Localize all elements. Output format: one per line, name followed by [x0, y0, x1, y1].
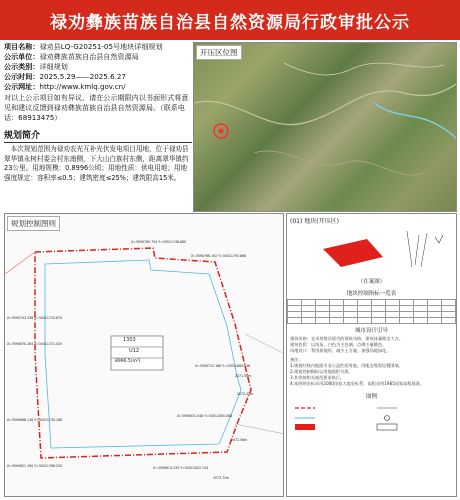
coord-label: X=3590743.338 Y=34511720.870	[7, 316, 63, 320]
satellite-image	[194, 43, 457, 212]
summary-heading: 规划简介	[4, 128, 192, 143]
elevation-label: 2071.50m	[235, 374, 252, 378]
legend-box-symbol	[377, 424, 397, 430]
guide-line: 建筑风格：宜采用简洁现代的建筑风格，建筑体量简洁大方。	[290, 336, 404, 341]
site-marker	[219, 129, 224, 134]
legend-title: 图例	[365, 394, 377, 400]
coord-label: X=3590712.188 Y=34511869.046	[195, 364, 251, 368]
site-location-map	[193, 42, 457, 212]
note-line: 4.本图则坐标采用2000国家大地坐标系，高程采用1985国家高程基准。	[290, 381, 425, 386]
elevation-label: 2073.72m	[213, 476, 230, 480]
info-notice: 对以上公示项目如有异议，请在公示期限内以书面形式将意见和建议反馈到禄劝彝族苗族自治县自然资源局。（联系电话：68913475）	[4, 93, 189, 122]
guide-line: 场地设计：利用原地形，减少土方量，加强场地绿化。	[290, 348, 391, 353]
coord-label: X=3590765.754 Y=34511748.860	[131, 240, 187, 244]
info-project: 项目名称：禄劝县LQ-G20251-05号地块详细规划	[4, 42, 163, 51]
plan-summary	[4, 128, 192, 208]
parcel-shape	[323, 239, 383, 267]
website-link[interactable]: http://www.kmlq.gov.cn/	[39, 82, 126, 91]
coord-label: X=3590631.548 Y=34511850.088	[177, 414, 233, 418]
road-line-2	[284, 63, 444, 75]
control-plan-label: 规划控制图则	[7, 216, 60, 231]
road-line-3	[254, 151, 424, 175]
coord-label: X=3590614.230 Y=34511822.744	[153, 466, 209, 470]
control-plan	[4, 213, 284, 497]
edge-line	[5, 252, 35, 274]
road-sketch	[407, 231, 427, 267]
banner-title: 禄劝彝族苗族自治县自然资源局行政审批公示	[50, 12, 410, 33]
elevation-label: 2072.56m	[231, 438, 248, 442]
info-block	[4, 42, 192, 124]
control-table-title: 地块控制指标一览表	[346, 291, 397, 297]
parcel-code: U12	[129, 348, 140, 354]
notes-title: 备注：	[290, 357, 303, 362]
legend-point-symbol	[385, 416, 390, 421]
road-line	[194, 83, 457, 125]
zone-label: （在案图）	[357, 279, 386, 285]
info-site: 公示网址：http://www.kmlq.gov.cn/	[4, 82, 126, 91]
contour-line	[245, 334, 284, 354]
guide-title: 城市设计引导	[354, 328, 388, 334]
parcel-area: 8996.5(m²)	[115, 359, 141, 364]
parcel-id: 1303	[123, 337, 136, 343]
coord-label: X=3590688.116 Y=34511730.186	[7, 418, 63, 422]
guide-line: 建筑色彩：以浅灰、白色为主色调，点缀少量暖色。	[290, 342, 387, 347]
north-arrow-icon	[435, 235, 443, 243]
river-line	[374, 103, 457, 143]
legend-panel	[286, 213, 457, 497]
info-period: 公示时间：2025.5.29——2025.6.27	[4, 72, 126, 81]
note-line: 3.其余按相关规范要求执行。	[290, 375, 345, 380]
note-line: 1.规划红线内地面为非公益性质用地，用地边缘需设置围墙。	[290, 363, 403, 368]
legend-parcel-symbol	[295, 424, 315, 430]
summary-body: 本次规划范围为禄劝农光互补光伏发电项目用地，位于禄劝县翠华镇永树村委会村东南侧，下大山白族村东侧，距离翠华镇约23公里。用地规模：0.8996公顷；用地性质：供电用地；用地强度规定：容积率≤0.5；建筑密度≤25%；建筑限高15米。	[4, 145, 189, 182]
info-type: 公示类别：详细规划	[4, 62, 68, 71]
banner	[0, 0, 460, 40]
location-title: (01) 地块(开压区)	[290, 218, 339, 225]
note-line: 2.规划控制指标以用地面积为准。	[290, 369, 353, 374]
coord-label: X=3590621.190 Y=34511768.220	[7, 464, 63, 468]
info-agency: 公示单位：禄劝彝族苗族自治县自然资源局	[4, 52, 139, 61]
legend-symbols	[287, 402, 458, 436]
location-sketch	[287, 227, 458, 271]
elevation-label: 2072.25m	[237, 392, 254, 396]
contour-line-2	[235, 424, 284, 434]
coord-label: X=3590670.284 Y=34511721.020	[7, 342, 63, 346]
site-map-label: 开压区位图	[196, 45, 242, 60]
coord-label: X=3590766.192 Y=34511793.868	[191, 254, 247, 258]
control-table	[287, 299, 456, 324]
